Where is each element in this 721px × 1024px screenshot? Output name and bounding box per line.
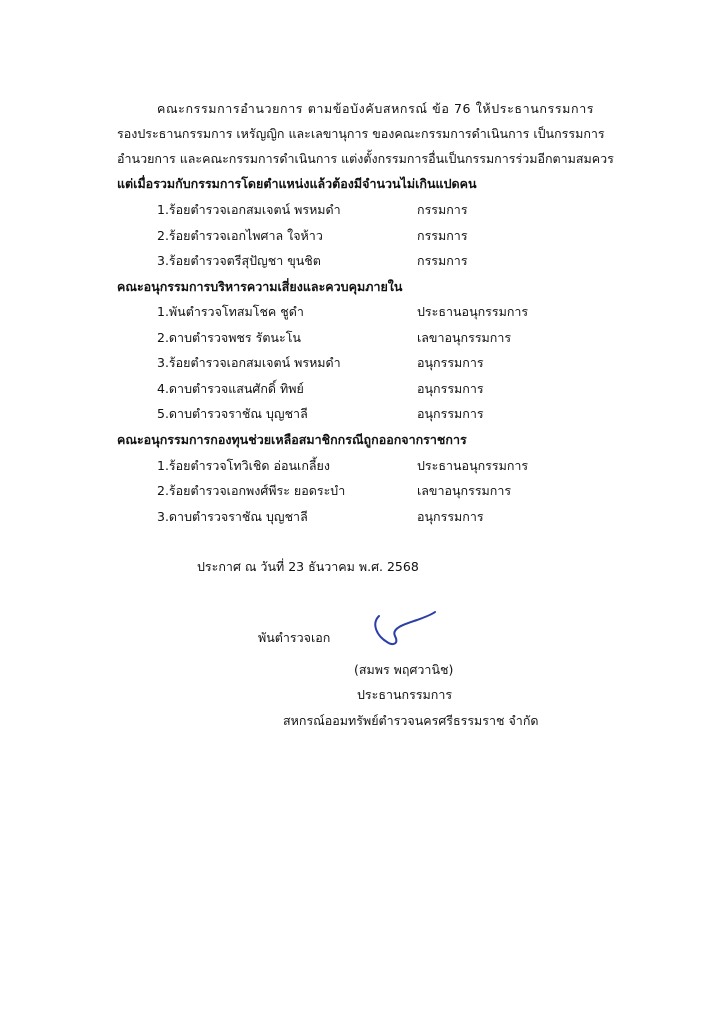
- member-name: 3.ร้อยตำรวจเอกสมเจตน์ พรหมดำ: [157, 355, 341, 370]
- member-position: กรรมการ: [417, 228, 468, 243]
- member-name: 2.ร้อยตำรวจเอกไพศาล ใจห้าว: [157, 228, 323, 243]
- member-name: 1.ร้อยตำรวจโทวิเชิด อ่อนเกลี้ยง: [157, 458, 330, 473]
- group3-title: คณะอนุกรรมการกองทุนช่วยเหลือสมาชิกกรณีถูกออกจากราชการ: [117, 432, 467, 447]
- signatory-rank: พันตำรวจเอก: [258, 630, 331, 645]
- member-position: อนุกรรมการ: [417, 381, 484, 396]
- member-name: 4.ดาบตำรวจแสนศักดิ์ ทิพย์: [157, 381, 304, 396]
- group2-title: คณะอนุกรรมการบริหารความเสี่ยงและควบคุมภายใน: [117, 279, 403, 294]
- member-position: อนุกรรมการ: [417, 406, 484, 421]
- member-name: 1.พันตำรวจโทสมโชค ชูดำ: [157, 304, 304, 319]
- member-position: เลขาอนุกรรมการ: [417, 483, 512, 498]
- intro-line-1: คณะกรรมการอำนวยการ ตามข้อบังคับสหกรณ์ ข้อ 76 ให้ประธานกรรมการ: [157, 101, 595, 116]
- member-position: อนุกรรมการ: [417, 509, 484, 524]
- member-name: 1.ร้อยตำรวจเอกสมเจตน์ พรหมดำ: [157, 202, 341, 217]
- handwritten-signature: [365, 610, 437, 650]
- member-name: 2.ร้อยตำรวจเอกพงศ์พีระ ยอดระบำ: [157, 483, 346, 498]
- intro-line-4: แต่เมื่อรวมกับกรรมการโดยตำแหน่งแล้วต้องมีจำนวนไม่เกินแปดคน: [117, 176, 477, 191]
- signatory-name: (สมพร พฤศวานิช): [354, 662, 454, 677]
- member-position: ประธานอนุกรรมการ: [417, 458, 529, 473]
- member-name: 5.ดาบตำรวจราชัณ บุญชาลี: [157, 406, 308, 421]
- member-position: ประธานอนุกรรมการ: [417, 304, 529, 319]
- member-position: กรรมการ: [417, 202, 468, 217]
- signatory-title: ประธานกรรมการ: [357, 687, 453, 702]
- intro-line-3: อำนวยการ และคณะกรรมการดำเนินการ แต่งตั้งกรรมการอื่นเป็นกรรมการร่วมอีกตามสมควร: [117, 151, 614, 166]
- member-position: กรรมการ: [417, 253, 468, 268]
- member-position: อนุกรรมการ: [417, 355, 484, 370]
- organization-name: สหกรณ์ออมทรัพย์ตำรวจนครศรีธรรมราช จำกัด: [283, 713, 539, 728]
- intro-line-2: รองประธานกรรมการ เหรัญญิก และเลขานุการ ของคณะกรรมการดำเนินการ เป็นกรรมการ: [117, 126, 605, 141]
- member-position: เลขาอนุกรรมการ: [417, 330, 512, 345]
- member-name: 2.ดาบตำรวจพชร รัตนะโน: [157, 330, 301, 345]
- announcement-date: ประกาศ ณ วันที่ 23 ธันวาคม พ.ศ. 2568: [197, 559, 419, 574]
- member-name: 3.ดาบตำรวจราชัณ บุญชาลี: [157, 509, 308, 524]
- member-name: 3.ร้อยตำรวจตรีสุปัญชา ขุนชิต: [157, 253, 321, 268]
